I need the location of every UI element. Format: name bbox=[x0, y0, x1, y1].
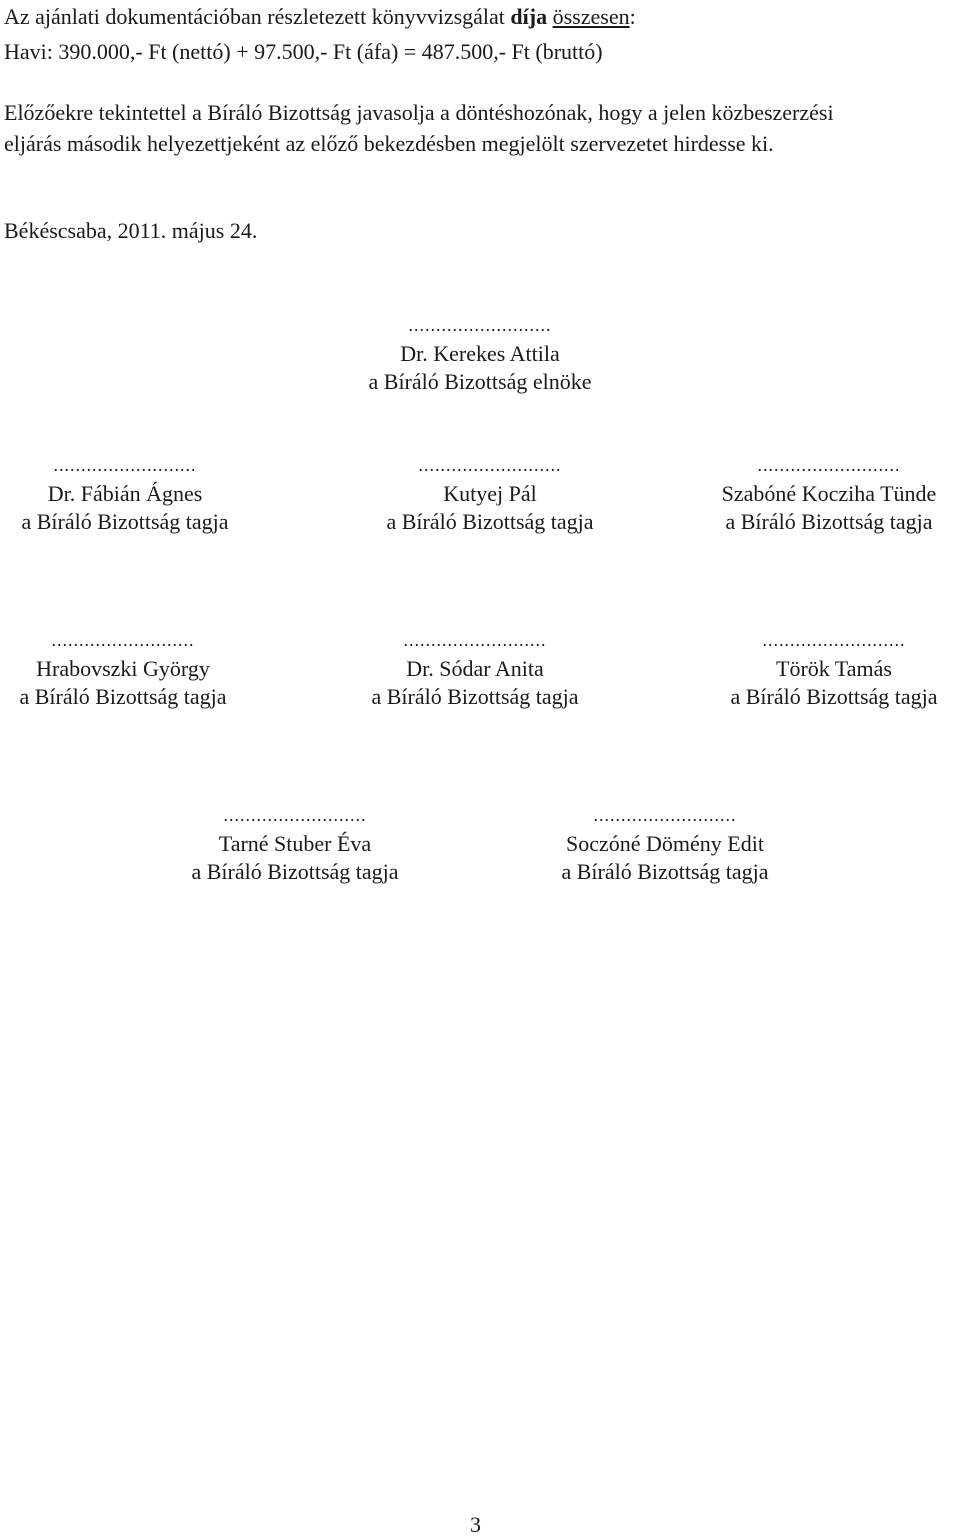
signature-dots: .......................... bbox=[757, 455, 901, 475]
place-date: Békéscsaba, 2011. május 24. bbox=[4, 218, 258, 243]
signature-block-member bbox=[535, 805, 795, 886]
signer-name: Dr. Fábián Ágnes bbox=[47, 481, 203, 506]
signer-role: a Bíráló Bizottság tagja bbox=[386, 509, 594, 534]
signature-block-member bbox=[165, 805, 425, 886]
signature-dots: .......................... bbox=[762, 630, 906, 650]
signer-name: Dr. Kerekes Attila bbox=[400, 341, 560, 366]
signer-role: a Bíráló Bizottság tagja bbox=[19, 684, 227, 709]
signer-name: Tarné Stuber Éva bbox=[218, 831, 372, 856]
fee-amount-line: Havi: 390.000,- Ft (nettó) + 97.500,- Ft (áfa) = 487.500,- Ft (bruttó) bbox=[4, 39, 603, 64]
signature-dots: .......................... bbox=[418, 455, 562, 475]
recommendation-line-2: eljárás második helyezettjeként az előző bekezdésben megjelölt szervezetet hirdesse ki. bbox=[4, 131, 774, 156]
signature-block-member bbox=[0, 630, 246, 711]
signature-dots: .......................... bbox=[403, 630, 547, 650]
signer-role: a Bíráló Bizottság tagja bbox=[725, 509, 933, 534]
signer-role: a Bíráló Bizottság tagja bbox=[21, 509, 229, 534]
signer-role: a Bíráló Bizottság tagja bbox=[561, 859, 769, 884]
signature-block-member bbox=[700, 455, 958, 536]
signature-dots: .......................... bbox=[593, 805, 737, 825]
fee-intro-colon: : bbox=[629, 4, 636, 29]
signature-dots: .......................... bbox=[223, 805, 367, 825]
fee-intro-underline: összesen bbox=[552, 4, 630, 29]
signer-name: Kutyej Pál bbox=[443, 481, 537, 506]
fee-intro-line bbox=[4, 3, 636, 31]
signature-dots: .......................... bbox=[408, 315, 552, 335]
fee-intro-bold: díja bbox=[510, 4, 553, 29]
signature-dots: .......................... bbox=[51, 630, 195, 650]
signer-name: Dr. Sódar Anita bbox=[406, 656, 544, 681]
signature-block-member bbox=[0, 455, 250, 536]
signer-name: Hrabovszki György bbox=[36, 656, 210, 681]
signer-role: a Bíráló Bizottság elnöke bbox=[368, 369, 592, 394]
signature-block-chair bbox=[340, 315, 620, 396]
signature-block-member bbox=[710, 630, 958, 711]
signer-name: Szabóné Kocziha Tünde bbox=[721, 481, 937, 506]
fee-intro-text: Az ajánlati dokumentációban részletezett könyvvizsgálat bbox=[4, 4, 511, 29]
signer-role: a Bíráló Bizottság tagja bbox=[730, 684, 938, 709]
page-number: 3 bbox=[470, 1512, 481, 1537]
signature-block-member bbox=[360, 455, 620, 536]
signer-role: a Bíráló Bizottság tagja bbox=[371, 684, 579, 709]
signer-name: Soczóné Dömény Edit bbox=[566, 831, 764, 856]
signature-dots: .......................... bbox=[53, 455, 197, 475]
signer-role: a Bíráló Bizottság tagja bbox=[191, 859, 399, 884]
signature-block-member bbox=[345, 630, 605, 711]
signer-name: Török Tamás bbox=[776, 656, 892, 681]
recommendation-line-1: Előzőekre tekintettel a Bíráló Bizottság javasolja a döntéshozónak, hogy a jelen közbeszerzési bbox=[4, 100, 834, 125]
